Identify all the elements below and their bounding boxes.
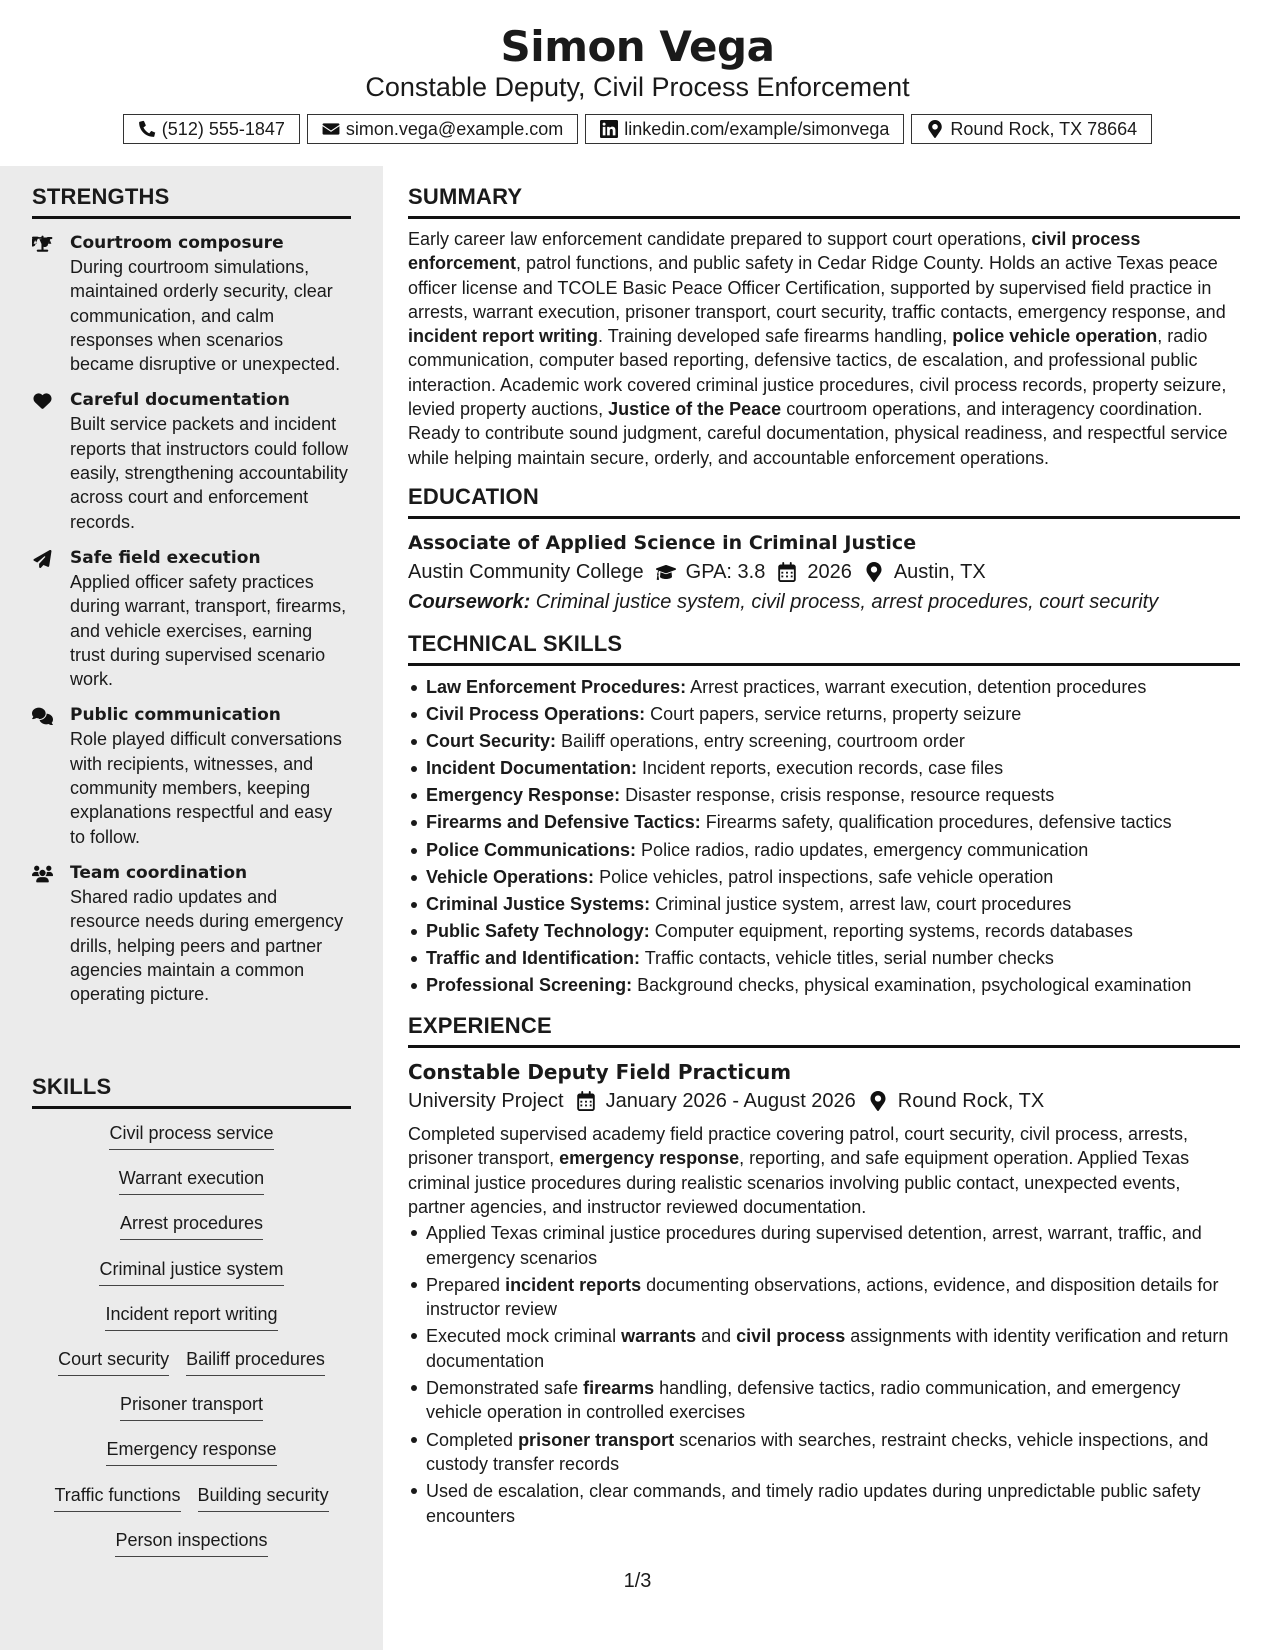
text-run: Executed mock criminal bbox=[426, 1326, 622, 1347]
skill-tag: Warrant execution bbox=[119, 1166, 264, 1195]
strength-item bbox=[32, 231, 351, 376]
strength-title: Team coordination bbox=[70, 862, 248, 883]
technical-skill-value: Computer equipment, reporting systems, records databases bbox=[649, 920, 1133, 941]
coursework bbox=[408, 587, 1240, 617]
candidate-title: Constable Deputy, Civil Process Enforcement bbox=[365, 72, 910, 102]
technical-skill-value: Bailiff operations, entry screening, courtroom order bbox=[556, 731, 965, 752]
job-dates: January 2026 - August 2026 bbox=[605, 1090, 856, 1113]
comments-icon bbox=[32, 707, 53, 725]
candidate-name: Simon Vega bbox=[500, 22, 775, 71]
skill-row bbox=[32, 1528, 351, 1573]
technical-skill-item bbox=[408, 674, 1240, 701]
text-run: Applied Texas criminal justice procedures during supervised detention, arrest, warrant, traffic, and emergency scenarios bbox=[426, 1223, 1202, 1268]
coursework-label: Coursework: bbox=[408, 590, 531, 613]
technical-skills-heading: TECHNICAL SKILLS bbox=[408, 630, 623, 656]
text-run: and bbox=[696, 1326, 737, 1347]
strength-title: Careful documentation bbox=[70, 390, 290, 411]
emphasis-text: Justice of the Peace bbox=[608, 399, 782, 420]
strength-description: Applied officer safety practices during warrant, transport, firearms, and vehicle exercises, earning trust during supervised scenario work. bbox=[70, 571, 347, 690]
map-pin-icon bbox=[864, 562, 884, 582]
technical-skills-list bbox=[408, 674, 1240, 999]
job-location: Round Rock, TX bbox=[897, 1090, 1045, 1113]
skills-heading: SKILLS bbox=[32, 1074, 112, 1099]
school-name: Austin Community College bbox=[408, 560, 644, 583]
text-run: scenarios with searches, restraint checks, vehicle inspections, and custody transfer records bbox=[426, 1429, 1209, 1474]
technical-skill-item bbox=[408, 809, 1240, 836]
skill-row bbox=[32, 1211, 351, 1256]
education-heading: EDUCATION bbox=[408, 483, 539, 509]
technical-skill-item bbox=[408, 891, 1240, 918]
skill-row bbox=[32, 1257, 351, 1302]
experience-divider bbox=[408, 1045, 1240, 1048]
skill-tag: Bailiff procedures bbox=[186, 1347, 325, 1376]
strength-title: Courtroom composure bbox=[70, 233, 284, 253]
main-content bbox=[408, 166, 1240, 1531]
paper-plane-icon bbox=[32, 550, 53, 568]
technical-skill-value: Incident reports, execution records, case files bbox=[637, 758, 1004, 779]
skill-row bbox=[32, 1437, 351, 1482]
skill-tag: Traffic functions bbox=[54, 1483, 180, 1512]
scale-icon bbox=[32, 235, 53, 253]
technical-skill-label: Vehicle Operations: bbox=[426, 866, 595, 887]
skill-tag: Person inspections bbox=[115, 1528, 267, 1557]
strength-description: Shared radio updates and resource needs during emergency drills, helping peers and partner agencies maintain a common operating picture. bbox=[70, 886, 344, 1005]
education-section bbox=[408, 484, 1240, 617]
technical-skill-value: Court papers, service returns, property seizure bbox=[645, 704, 1022, 725]
technical-skill-item bbox=[408, 918, 1240, 945]
technical-skill-item bbox=[408, 837, 1240, 864]
job-meta bbox=[408, 1086, 1240, 1116]
summary-section bbox=[408, 184, 1240, 470]
emphasis-text: incident reports bbox=[505, 1274, 642, 1295]
technical-skill-item bbox=[408, 755, 1240, 782]
contact-phone-text: (512) 555-1847 bbox=[161, 118, 285, 139]
emphasis-text: firearms bbox=[583, 1378, 655, 1399]
text-run: , reporting, and safe equipment operation. Applied Texas criminal justice procedures during realistic scenarios involving public contact, unexpected events, partner agencies, and instructor reviewed documentation. bbox=[408, 1148, 1190, 1217]
text-run: handling, defensive tactics, radio communication, and emergency vehicle operation in controlled exercises bbox=[426, 1378, 1181, 1423]
technical-skill-value: Traffic contacts, vehicle titles, serial number checks bbox=[640, 947, 1054, 968]
skill-tag: Criminal justice system bbox=[99, 1257, 283, 1286]
job-bullet bbox=[408, 1324, 1240, 1373]
text-run: documenting observations, actions, evidence, and disposition details for instructor review bbox=[426, 1274, 1219, 1320]
technical-skill-label: Traffic and Identification: bbox=[426, 947, 641, 968]
text-run: Early career law enforcement candidate prepared to support court operations, bbox=[408, 229, 1032, 249]
technical-skill-label: Civil Process Operations: bbox=[426, 704, 646, 725]
calendar-icon bbox=[777, 562, 797, 582]
skill-tag: Building security bbox=[198, 1483, 329, 1512]
strength-item bbox=[32, 546, 351, 691]
linkedin-icon bbox=[600, 120, 618, 138]
technical-skill-label: Court Security: bbox=[426, 731, 557, 752]
strength-title: Public communication bbox=[70, 705, 281, 726]
text-run: Prepared bbox=[426, 1274, 506, 1295]
skill-tag: Court security bbox=[58, 1347, 169, 1376]
contact-location bbox=[911, 114, 1152, 144]
strengths-divider bbox=[32, 216, 351, 219]
emphasis-text: prisoner transport bbox=[518, 1429, 675, 1450]
strength-description: Built service packets and incident reports that instructors could follow easily, strengthening accountability across court and enforcement records. bbox=[70, 414, 349, 532]
contact-email[interactable] bbox=[307, 114, 578, 144]
organization: University Project bbox=[408, 1090, 564, 1113]
technical-skill-item bbox=[408, 972, 1240, 999]
strength-item bbox=[32, 703, 351, 848]
text-run: Used de escalation, clear commands, and timely radio updates during unpredictable public safety encounters bbox=[426, 1481, 1201, 1526]
heart-icon bbox=[32, 392, 53, 410]
technical-skill-label: Police Communications: bbox=[426, 839, 637, 860]
text-run: Completed supervised academy field practice covering patrol, court security, civil process, arrests, prisoner transport, bbox=[408, 1124, 1188, 1169]
calendar-icon bbox=[576, 1091, 596, 1111]
skill-tag: Incident report writing bbox=[105, 1302, 277, 1331]
text-run: courtroom operations, and interagency coordination. Ready to contribute sound judgment, careful documentation, physical readiness, and respectful service while helping maintain secure, orderly, and accountable enforcement operations. bbox=[408, 399, 1228, 468]
strength-description: Role played difficult conversations with recipients, witnesses, and community members, keeping explanations respectful and easy to follow. bbox=[70, 729, 342, 847]
text-run: Completed bbox=[426, 1429, 519, 1450]
technical-skill-value: Police vehicles, patrol inspections, safe vehicle operation bbox=[594, 866, 1054, 887]
technical-skill-label: Firearms and Defensive Tactics: bbox=[426, 812, 701, 833]
coursework-list: Criminal justice system, civil process, arrest procedures, court security bbox=[530, 590, 1159, 613]
education-meta bbox=[408, 557, 1240, 587]
page-number: 1/3 bbox=[623, 1570, 652, 1592]
contact-linkedin[interactable] bbox=[585, 114, 904, 144]
technical-skill-value: Background checks, physical examination, psychological examination bbox=[632, 975, 1192, 995]
phone-icon bbox=[138, 120, 156, 138]
technical-skill-item bbox=[408, 728, 1240, 755]
job-bullet bbox=[408, 1273, 1240, 1322]
graduation-year: 2026 bbox=[807, 560, 852, 583]
experience-section bbox=[408, 1013, 1240, 1528]
text-run: , radio communication, computer based reporting, defensive tactics, de escalation, and professional public interaction. Academic work covered criminal justice procedures, civil process records, property seizure, levied property auctions, bbox=[408, 326, 1227, 420]
skills-list bbox=[32, 1121, 351, 1573]
strength-item bbox=[32, 861, 351, 1006]
text-run: Demonstrated safe bbox=[426, 1378, 584, 1399]
skill-tag: Emergency response bbox=[106, 1437, 276, 1466]
summary-divider bbox=[408, 216, 1240, 219]
technical-skill-label: Criminal Justice Systems: bbox=[426, 893, 651, 914]
technical-skill-label: Emergency Response: bbox=[426, 785, 621, 806]
technical-skill-value: Firearms safety, qualification procedures, defensive tactics bbox=[700, 812, 1172, 833]
contact-bar bbox=[0, 114, 1275, 144]
emphasis-text: civil process enforcement bbox=[408, 229, 1141, 274]
job-intro bbox=[408, 1122, 1240, 1219]
strengths-heading: STRENGTHS bbox=[32, 184, 170, 209]
technical-skills-section bbox=[408, 631, 1240, 999]
technical-skill-item bbox=[408, 701, 1240, 728]
job-bullet bbox=[408, 1428, 1240, 1477]
technical-skill-item bbox=[408, 864, 1240, 891]
job-bullets bbox=[408, 1221, 1240, 1528]
technical-skill-label: Public Safety Technology: bbox=[426, 920, 650, 941]
technical-skill-item bbox=[408, 782, 1240, 809]
technical-skill-value: Arrest practices, warrant execution, detention procedures bbox=[686, 676, 1147, 697]
skills-section bbox=[32, 1074, 351, 1573]
skill-row bbox=[32, 1392, 351, 1437]
users-icon bbox=[32, 865, 53, 883]
skill-tag: Civil process service bbox=[109, 1121, 273, 1150]
emphasis-text: incident report writing bbox=[408, 326, 599, 347]
experience-heading: EXPERIENCE bbox=[408, 1013, 552, 1039]
skill-tag: Prisoner transport bbox=[120, 1392, 263, 1421]
emphasis-text: police vehicle operation bbox=[952, 326, 1158, 347]
job-bullet bbox=[408, 1479, 1240, 1528]
skill-row bbox=[32, 1302, 351, 1347]
gpa: GPA: 3.8 bbox=[685, 560, 766, 583]
text-run: , patrol functions, and public safety in Cedar Ridge County. Holds an active Texas peace officer license and TCOLE Basic Peace Officer Certification, supported by supervised field practice in arrests, warrant execution, prisoner transport, court security, traffic contacts, emergency response, and bbox=[408, 253, 1226, 322]
map-pin-icon bbox=[926, 120, 944, 138]
skills-divider bbox=[32, 1106, 351, 1109]
text-run: assignments with identity verification and return documentation bbox=[426, 1326, 1229, 1371]
job-title: Constable Deputy Field Practicum bbox=[408, 1060, 792, 1085]
technical-skill-value: Disaster response, crisis response, resource requests bbox=[620, 785, 1055, 806]
emphasis-text: warrants bbox=[621, 1326, 697, 1347]
summary-heading: SUMMARY bbox=[408, 184, 523, 209]
contact-location-text: Round Rock, TX 78664 bbox=[950, 118, 1138, 139]
skill-row bbox=[32, 1121, 351, 1166]
job-bullet bbox=[408, 1376, 1240, 1425]
technical-skill-label: Law Enforcement Procedures: bbox=[426, 676, 687, 697]
map-pin-icon bbox=[868, 1091, 888, 1111]
degree-title: Associate of Applied Science in Criminal Justice bbox=[408, 531, 917, 554]
strengths-section bbox=[32, 184, 351, 1006]
contact-email-text: simon.vega@example.com bbox=[345, 118, 564, 139]
emphasis-text: emergency response bbox=[559, 1148, 740, 1169]
strength-title: Safe field execution bbox=[70, 547, 261, 568]
technical-skill-label: Incident Documentation: bbox=[426, 758, 637, 779]
technical-skill-label: Professional Screening: bbox=[426, 975, 633, 995]
resume-header bbox=[0, 0, 1275, 166]
envelope-icon bbox=[322, 120, 340, 138]
text-run: . Training developed safe firearms handling, bbox=[598, 326, 953, 347]
technical-skills-divider bbox=[408, 663, 1240, 666]
skill-row bbox=[32, 1166, 351, 1211]
technical-skill-item bbox=[408, 945, 1240, 972]
education-location: Austin, TX bbox=[893, 560, 986, 583]
skill-row bbox=[32, 1483, 351, 1528]
technical-skill-value: Criminal justice system, arrest law, court procedures bbox=[650, 893, 1072, 914]
sidebar bbox=[0, 166, 383, 1650]
graduation-cap-icon bbox=[656, 562, 676, 582]
contact-linkedin-text: linkedin.com/example/simonvega bbox=[624, 118, 890, 139]
technical-skill-value: Police radios, radio updates, emergency communication bbox=[636, 839, 1089, 860]
summary-text bbox=[408, 227, 1240, 470]
contact-phone[interactable] bbox=[123, 114, 300, 144]
skill-row bbox=[32, 1347, 351, 1392]
strength-item bbox=[32, 388, 351, 533]
skill-tag: Arrest procedures bbox=[120, 1211, 263, 1240]
job-bullet bbox=[408, 1221, 1240, 1270]
strength-description: During courtroom simulations, maintained orderly security, clear communication, and calm responses when scenarios became disruptive or unexpected. bbox=[70, 257, 341, 375]
emphasis-text: civil process bbox=[736, 1326, 846, 1347]
education-divider bbox=[408, 516, 1240, 519]
